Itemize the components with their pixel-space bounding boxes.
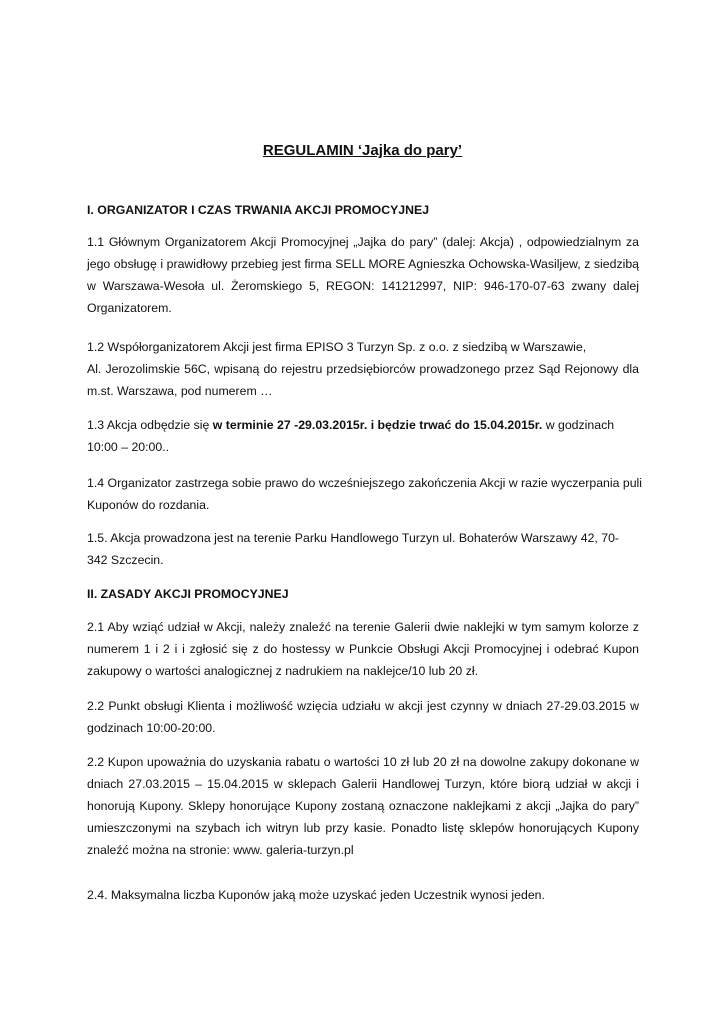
paragraph-1-5 bbox=[87, 527, 639, 571]
paragraph-line: 2.2 Punkt obsługi Klienta i możliwość wzięcia udziału w akcji jest czynny w dniach 27-29.03.2015 w bbox=[87, 699, 639, 713]
paragraph-line: jego obsługę i prawidłowy przebieg jest firma SELL MORE Agnieszka Ochowska-Wasiljew, z siedzibą bbox=[87, 257, 639, 271]
paragraph-line: umieszczonymi na szybach ich witryn lub przy kasie. Ponadto listę sklepów honorujących Kupony bbox=[87, 821, 639, 835]
paragraph-1-4 bbox=[87, 472, 643, 516]
paragraph-line: 342 Szczecin. bbox=[87, 553, 164, 567]
paragraph-2-4 bbox=[87, 884, 639, 906]
paragraph-line: 1.2 Współorganizatorem Akcji jest firma EPISO 3 Turzyn Sp. z o.o. z siedzibą w Warszawie, bbox=[87, 340, 587, 354]
paragraph-line: numerem 1 i 2 i i zgłosić się z do hostessy w Punkcie Obsługi Akcji Promocyjnej i odebrać Kupon bbox=[87, 642, 639, 656]
section-1-heading: I. ORGANIZATOR I CZAS TRWANIA AKCJI PROMOCYJNEJ bbox=[87, 203, 430, 217]
paragraph-line: 10:00 – 20:00.. bbox=[87, 440, 170, 454]
paragraph-line: Kuponów do rozdania. bbox=[87, 498, 210, 512]
paragraph-line: 1.5. Akcja prowadzona jest na terenie Parku Handlowego Turzyn ul. Bohaterów Warszawy 42, 70- bbox=[87, 531, 620, 545]
paragraph-2-2b bbox=[87, 751, 639, 861]
paragraph-line: godzinach 10:00-20:00. bbox=[87, 721, 216, 735]
paragraph-line: 2.2 Kupon upoważnia do uzyskania rabatu o wartości 10 zł lub 20 zł na dowolne zakupy dokonane w bbox=[87, 755, 639, 769]
paragraph-line: zakupowy o wartości analogicznej z nadrukiem na naklejce/10 lub 20 zł. bbox=[87, 664, 478, 678]
paragraph-line bbox=[87, 414, 639, 436]
paragraph-line: dniach 27.03.2015 – 15.04.2015 w sklepach Galerii Handlowej Turzyn, które biorą udział w akcji i bbox=[87, 777, 639, 791]
date-suffix: w godzinach bbox=[542, 418, 615, 432]
paragraph-2-1 bbox=[87, 616, 639, 682]
paragraph-1-2 bbox=[87, 336, 639, 402]
paragraph-line: Organizatorem. bbox=[87, 301, 172, 315]
paragraph-line: 1.1 Głównym Organizatorem Akcji Promocyjnej „Jajka do pary” (dalej: Akcja) , odpowiedzialnym za bbox=[87, 235, 639, 249]
section-2-heading: II. ZASADY AKCJI PROMOCYJNEJ bbox=[87, 587, 289, 601]
paragraph-line: znaleźć można na stronie: www. galeria-turzyn.pl bbox=[87, 843, 354, 857]
document-title: REGULAMIN ‘Jajka do pary’ bbox=[262, 142, 463, 159]
paragraph-line: Al. Jerozolimskie 56C, wpisaną do rejestru przedsiębiorców prowadzonego przez Sąd Rejonowy dla bbox=[87, 362, 639, 376]
paragraph-2-2a bbox=[87, 695, 639, 739]
paragraph-line: 2.1 Aby wziąć udział w Akcji, należy znaleźć na terenie Galerii dwie naklejki w tym samym kolorze z bbox=[87, 620, 639, 634]
paragraph-1-1 bbox=[87, 231, 639, 319]
paragraph-line: w Warszawa-Wesoła ul. Żeromskiego 5, REGON: 141212997, NIP: 946-170-07-63 zwany dalej bbox=[87, 279, 639, 293]
date-prefix: 1.3 Akcja odbędzie się bbox=[87, 418, 213, 432]
paragraph-line: honorują Kupony. Sklepy honorujące Kupony zostaną oznaczone naklejkami z akcji „Jajka do pary” bbox=[87, 799, 639, 813]
paragraph-line: 2.4. Maksymalna liczba Kuponów jaką może uzyskać jeden Uczestnik wynosi jeden. bbox=[87, 888, 545, 902]
paragraph-line: m.st. Warszawa, pod numerem … bbox=[87, 384, 273, 398]
paragraph-1-3 bbox=[87, 414, 639, 458]
paragraph-line: 1.4 Organizator zastrzega sobie prawo do wcześniejszego zakończenia Akcji w razie wyczerpania puli bbox=[87, 476, 643, 490]
date-range-bold: w terminie 27 -29.03.2015r. i będzie trwać do 15.04.2015r. bbox=[212, 418, 543, 432]
